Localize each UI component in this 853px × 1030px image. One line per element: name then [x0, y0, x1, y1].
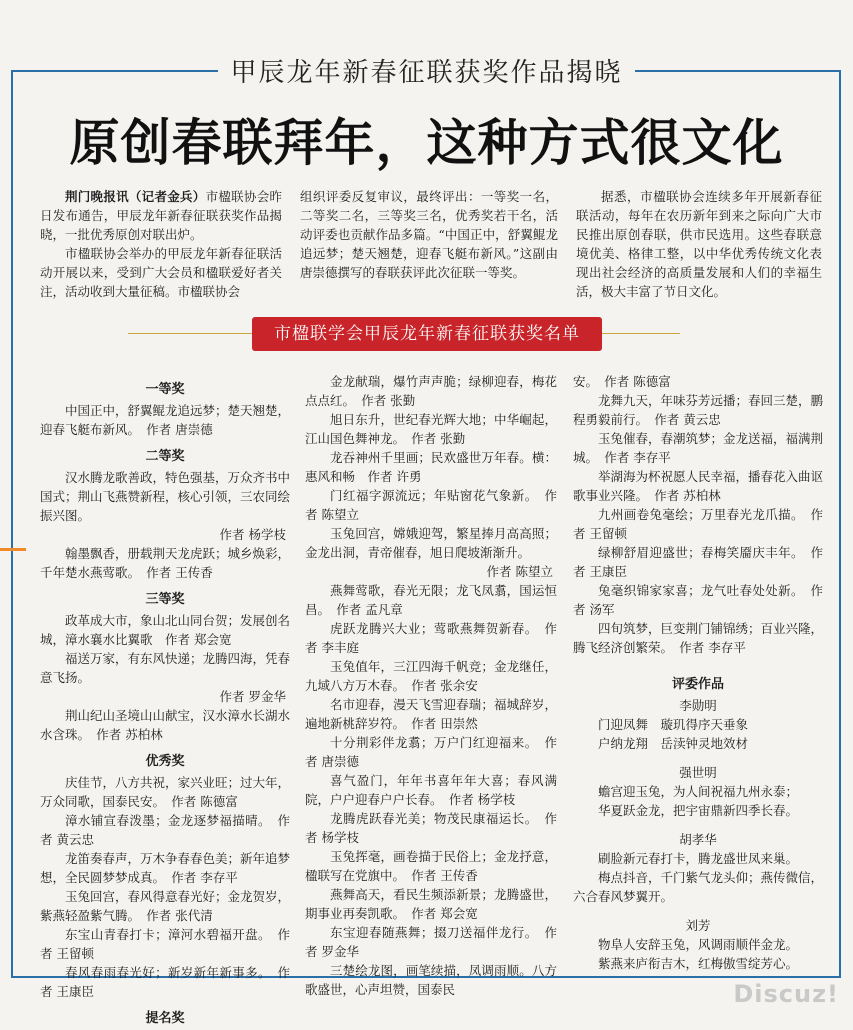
couplet-entry: 作者 杨学枝 — [219, 527, 286, 542]
couplet-entry: 东宝迎春随燕舞；掇刀送福伴龙行。 作者 罗金华 — [305, 925, 557, 959]
couplet-entry: 旭日东升，世纪春光辉大地；中华崛起，江山国色舞神龙。 作者 张勤 — [305, 412, 557, 446]
couplet-entry: 作者 罗金华 — [219, 689, 286, 704]
couplet-entry: 庆佳节，八方共祝，家兴业旺；过大年，万众同歌，国泰民安。 作者 陈德富 — [40, 775, 291, 809]
couplet-entry: 作者 陈望立 — [486, 564, 553, 579]
judge-name: 李勋明 — [679, 698, 717, 713]
couplet-entry: 春风春雨春光好；新岁新年新事多。 作者 王康臣 — [40, 965, 290, 999]
couplet-entry: 福送万家，有东风快递；龙腾四海，凭春意飞扬。 — [40, 651, 291, 685]
couplet-entry: 漳水铺宣春泼墨；金龙逐梦福描晴。 作者 黄云忠 — [40, 813, 290, 847]
couplet-entry: 汉水腾龙歌善政，特色强基，万众齐书中国式；荆山飞燕赞新程，核心引领，三农同绘振兴图。 — [40, 470, 291, 523]
award-section-heading: 优秀奖 — [145, 754, 185, 769]
lead-paragraph: 组织评委反复审议，最终评出：一等奖一名，二等奖二名，三等奖三名，优秀奖若干名，活动评委也贡献作品多篇。“中国正中，舒翼鲲龙追远梦；楚天翘楚，迎春飞艇布新风。”这副由唐崇德撰写的春联获评此次征联一等奖。 — [300, 189, 558, 280]
edge-marker — [0, 548, 26, 551]
couplet-entry: 燕舞高天，看民生频添新景；龙腾盛世，期事业再奏凯歌。 作者 郑会宽 — [305, 887, 557, 921]
couplet-entry: 玉兔值年，三江四海千帆竞；金龙继任，九域八方万木春。 作者 张余安 — [305, 659, 557, 693]
lead-paragraph — [40, 187, 282, 244]
award-section-heading: 提名奖 — [145, 1011, 185, 1026]
couplet-entry: 政革成大市，象山北山同台贺；发展创名城，漳水襄水比翼歌 作者 郑会宽 — [40, 613, 291, 647]
award-list-column-3 — [573, 372, 823, 973]
couplet-entry: 燕舞莺歌，春光无限；龙飞凤翥，国运恒昌。 作者 孟凡章 — [305, 583, 557, 617]
couplet-entry: 玉兔催春，春潮筑梦；金龙送福，福满荆城。 作者 李存平 — [573, 431, 824, 465]
article-kicker — [0, 52, 853, 89]
award-section-heading: 一等奖 — [145, 382, 185, 397]
spacer — [573, 820, 823, 830]
couplet-entry: 刷脸新元春打卡，腾龙盛世凤来巢。 — [598, 851, 799, 866]
couplet-entry: 金龙献瑞，爆竹声声脆；绿柳迎春，梅花点点红。 作者 张勤 — [305, 374, 557, 408]
article-headline: 原创春联拜年，这种方式很文化 — [69, 114, 784, 172]
award-list-column-1 — [40, 372, 290, 1030]
award-section-heading: 二等奖 — [145, 449, 185, 464]
forum-watermark: Discuz! — [733, 980, 839, 1008]
couplet-entry: 龙笛奏春声，万木争春春色美；新年追梦想，全民圆梦梦成真。 作者 李存平 — [40, 851, 291, 885]
lead-column-1 — [40, 187, 282, 301]
judge-name: 胡孝华 — [679, 832, 717, 847]
lead-paragraph: 市楹联协会举办的甲辰龙年新春征联活动开展以来，受到广大会员和楹联爱好者关注，活动收到大量征稿。市楹联协会 — [40, 246, 282, 299]
couplet-entry: 梅点抖音，千门紫气龙头仰；燕传微信，六合春风梦翼开。 — [573, 870, 824, 904]
couplet-entry: 四旬筑梦，巨变荆门铺锦绣；百业兴隆，腾飞经济创繁荣。 作者 李存平 — [573, 621, 824, 655]
couplet-entry: 安。 作者 陈德富 — [573, 374, 671, 389]
award-section-heading: 评委作品 — [671, 677, 724, 692]
award-section-heading: 三等奖 — [145, 592, 185, 607]
couplet-entry: 三楚绘龙图，画笔续描，凤调雨顺。八方歌盛世，心声坦赞，国泰民 — [305, 963, 557, 997]
couplet-entry: 门迎凤舞 璇玑得序天垂象 — [598, 717, 749, 732]
couplet-entry: 蟾宫迎玉兔，为人间祝福九州永泰； — [598, 784, 799, 799]
couplet-entry: 举湖海为杯祝愿人民幸福，播春花入曲讴歌事业兴隆。 作者 苏柏林 — [573, 469, 824, 503]
award-list-banner: 市楹联学会甲辰龙年新春征联获奖名单 — [252, 317, 602, 351]
couplet-entry: 绿柳舒眉迎盛世；春梅笑靥庆丰年。 作者 王康臣 — [573, 545, 823, 579]
couplet-entry: 门红福字源流远；年贴窗花气象新。 作者 陈望立 — [305, 488, 557, 522]
couplet-entry: 东宝山青春打卡；漳河水碧福开盘。 作者 王留顿 — [40, 927, 290, 961]
couplet-entry: 玉兔回宫，春风得意春光好；金龙贺岁，紫燕轻盈紫气腾。 作者 张代清 — [40, 889, 291, 923]
couplet-entry: 喜气盈门，年年书喜年年大喜；春风满院，户户迎春户户长春。 作者 杨学枝 — [305, 773, 557, 807]
couplet-entry: 虎跃龙腾兴大业；莺歌燕舞贺新春。 作者 李丰庭 — [305, 621, 557, 655]
lead-text: 市楹联协会昨日发布通告，甲辰龙年新春征联获奖作品揭晓，一批优秀原创对联出炉。 — [40, 189, 282, 242]
award-list-column-2 — [305, 372, 557, 999]
couplet-entry: 紫燕来庐衔吉木，红梅傲雪绽芳心。 — [598, 956, 799, 971]
kicker-text: 甲辰龙年新春征联获奖作品揭晓 — [218, 52, 634, 89]
couplet-entry: 龙吞神州千里画；民欢盛世万年春。横：惠风和畅 作者 许勇 — [305, 450, 557, 484]
couplet-entry: 兔毫织锦家家喜；龙气吐春处处新。 作者 汤军 — [573, 583, 823, 617]
couplet-entry: 玉兔回宫，嫦娥迎驾，繁星捧月高高照；金龙出洞，青帝催春，旭日爬坡渐渐升。 — [305, 526, 557, 560]
couplet-entry: 龙腾虎跃春光美；物茂民康福运长。 作者 杨学枝 — [305, 811, 557, 845]
judge-name: 强世明 — [679, 765, 717, 780]
couplet-entry: 九州画卷兔毫绘；万里春光龙爪描。 作者 王留顿 — [573, 507, 823, 541]
spacer — [573, 906, 823, 916]
lead-source: 荆门晚报讯（记者金兵） — [65, 189, 206, 204]
couplet-entry: 物阜人安辞玉兔，风调雨顺伴金龙。 — [598, 937, 799, 952]
couplet-entry: 龙舞九天，年味芬芳远播；春回三楚，鹏程勇毅前行。 作者 黄云忠 — [573, 393, 824, 427]
couplet-entry: 翰墨飘香，册载荆天龙虎跃；城乡焕彩，千年楚水燕莺歌。 作者 王传香 — [40, 546, 291, 580]
couplet-entry: 中国正中，舒翼鲲龙追远梦；楚天翘楚，迎春飞艇布新风。 作者 唐崇德 — [40, 403, 291, 437]
couplet-entry: 玉兔挥毫，画卷描于民俗上；金龙抒意，楹联写在党旗中。 作者 王传香 — [305, 849, 557, 883]
lead-column-2 — [300, 187, 558, 282]
spacer — [573, 753, 823, 763]
couplet-entry: 户纳龙翔 岳渎钟灵地效材 — [598, 736, 749, 751]
couplet-entry: 名市迎春，漫天飞雪迎春瑞；福城辞岁，遍地新桃辞岁符。 作者 田崇然 — [305, 697, 557, 731]
lead-column-3 — [576, 187, 822, 301]
couplet-entry: 十分荆彩伴龙翥；万户门红迎福来。 作者 唐崇德 — [305, 735, 557, 769]
couplet-entry: 华夏跃金龙，把宇宙鼎新四季长春。 — [598, 803, 799, 818]
judge-name: 刘芳 — [685, 918, 711, 933]
couplet-entry: 荆山纪山圣境山山献宝，汉水漳水长湖水水含珠。 作者 苏柏林 — [40, 708, 291, 742]
spacer — [573, 657, 823, 667]
lead-paragraph: 据悉，市楹联协会连续多年开展新春征联活动，每年在农历新年到来之际向广大市民推出原创春联，供市民选用。这些春联意境优美、格律工整，以中华优秀传统文化表现出社会经济的高质量发展和人们的幸福生活，极大丰富了节日文化。 — [576, 189, 822, 299]
